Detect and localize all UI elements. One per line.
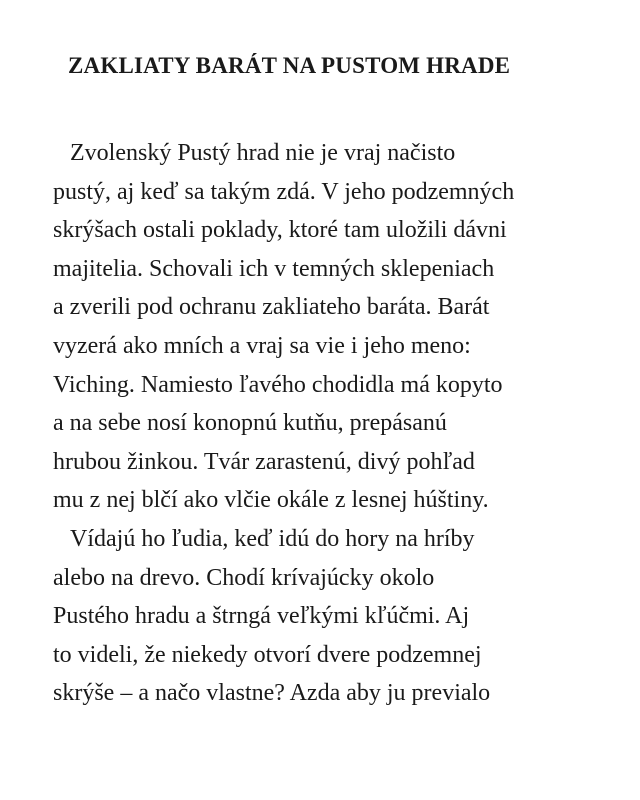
body-text [53,134,613,713]
text-line: pustý, aj keď sa takým zdá. V jeho podzemných [53,178,515,205]
paragraph-2 [53,520,613,713]
text-line: a na sebe nosí konopnú kutňu, prepásanú [53,410,447,437]
page-title: ZAKLIATY BARÁT NA PUSTOM HRADE [68,53,511,78]
text-line: Zvolenský Pustý hrad nie je vraj načisto [70,140,456,166]
text-line: majitelia. Schovali ich v temných sklepeniach [53,255,495,282]
text-line: vyzerá ako mních a vraj sa vie i jeho meno: [53,332,471,359]
text-line: to videli, že niekedy otvorí dvere podzemnej [53,641,482,668]
text-line: Vídajú ho ľudia, keď idú do hory na hríby [70,525,475,552]
text-line: Viching. Namiesto ľavého chodidla má kopyto [53,371,503,398]
text-line: skrýše – a načo vlastne? Azda aby ju previalo [53,680,491,707]
text-line: a zverili pod ochranu zakliateho baráta. Barát [53,294,490,321]
text-line: Pustého hradu a štrngá veľkými kľúčmi. Aj [53,603,470,630]
page [53,50,613,713]
text-line: mu z nej blčí ako vlčie okále z lesnej húštiny. [53,487,489,514]
text-line: alebo na drevo. Chodí krívajúcky okolo [53,564,435,591]
text-line: hrubou žinkou. Tvár zarastenú, divý pohľad [53,448,475,475]
text-line: skrýšach ostali poklady, ktoré tam uložili dávni [53,217,507,244]
paragraph-1 [53,134,613,520]
